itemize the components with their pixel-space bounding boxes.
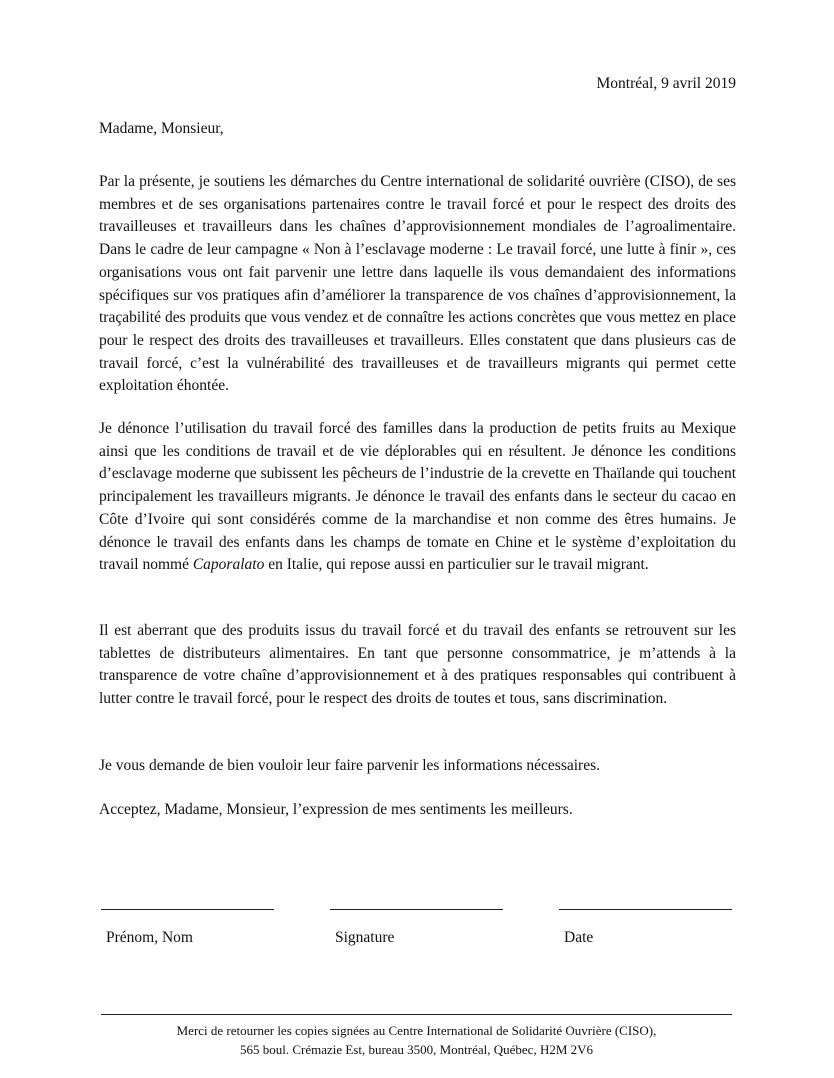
- paragraph-denunciation: [99, 418, 736, 577]
- name-signature-line: [101, 909, 274, 910]
- paragraph-request: Je vous demande de bien vouloir leur faire parvenir les informations nécessaires.: [99, 757, 600, 774]
- paragraph-closing: Acceptez, Madame, Monsieur, l’expression de mes sentiments les meilleurs.: [99, 801, 573, 818]
- footer-divider: [101, 1014, 732, 1015]
- letter-date: Montréal, 9 avril 2019: [596, 75, 736, 92]
- paragraph-support: Par la présente, je soutiens les démarches du Centre international de solidarité ouvrière (CISO), de ses membres et de ses organisations partenaires contre le travail forcé et pour le respect des droits des travailleuses et travailleurs dans les chaînes d’approvisionnement mondiales de l’agroalimentaire. Dans le cadre de leur campagne « Non à l’esclavage moderne : Le travail forcé, une lutte à finir », ces organisations vous ont fait parvenir une lettre dans laquelle ils vous demandaient des informations spécifiques sur vos pratiques afin d’améliorer la transparence de vos chaînes d’approvisionnement, la traçabilité des produits que vous vendez et de connaître les actions concrètes que vous mettez en place pour le respect des droits des travailleuses et travailleurs. Elles constatent que dans plusieurs cas de travail forcé, c’est la vulnérabilité des travailleuses et de travailleurs migrants qui permet cette exploitation éhontée.: [99, 173, 736, 395]
- paragraph-denunciation-part-b: en Italie, qui repose aussi en particulier sur le travail migrant.: [264, 556, 649, 574]
- letter-salutation: Madame, Monsieur,: [99, 120, 224, 137]
- date-signature-line: [559, 909, 732, 910]
- footer-return-address: [101, 1022, 732, 1059]
- signature-label: Signature: [335, 929, 395, 946]
- name-label: Prénom, Nom: [106, 929, 193, 946]
- paragraph-denunciation-part-a: Je dénonce l’utilisation du travail forcé des familles dans la production de petits fruits au Mexique ainsi que les conditions de travail et de vie déplorables qui en résultent. Je dénonce les conditions d’esclavage moderne que subissent les pêcheurs de l’industrie de la crevette en Thaïlande qui touchent principalement les travailleurs migrants. Je dénonce le travail des enfants dans le secteur du cacao en Côte d’Ivoire qui sont considérés comme de la marchandise et non comme des êtres humains. Je dénonce le travail des enfants dans les champs de tomate en Chine et le système d’exploitation du travail nommé: [99, 420, 736, 574]
- caporalato-term: Caporalato: [192, 556, 265, 574]
- signature-line: [330, 909, 503, 910]
- footer-line-2: 565 boul. Crémazie Est, bureau 3500, Montréal, Québec, H2M 2V6: [239, 1041, 594, 1057]
- paragraph-transparency: Il est aberrant que des produits issus du travail forcé et du travail des enfants se retrouvent sur les tablettes de distributeurs alimentaires. En tant que personne consommatrice, je m’attends à la transparence de votre chaîne d’approvisionnement et à des pratiques responsables qui contribuent à lutter contre le travail forcé, pour le respect des droits de toutes et tous, sans discrimination.: [99, 622, 736, 708]
- date-label: Date: [564, 929, 594, 946]
- footer-line-1: Merci de retourner les copies signées au Centre International de Solidarité Ouvrière (CISO),: [176, 1023, 657, 1038]
